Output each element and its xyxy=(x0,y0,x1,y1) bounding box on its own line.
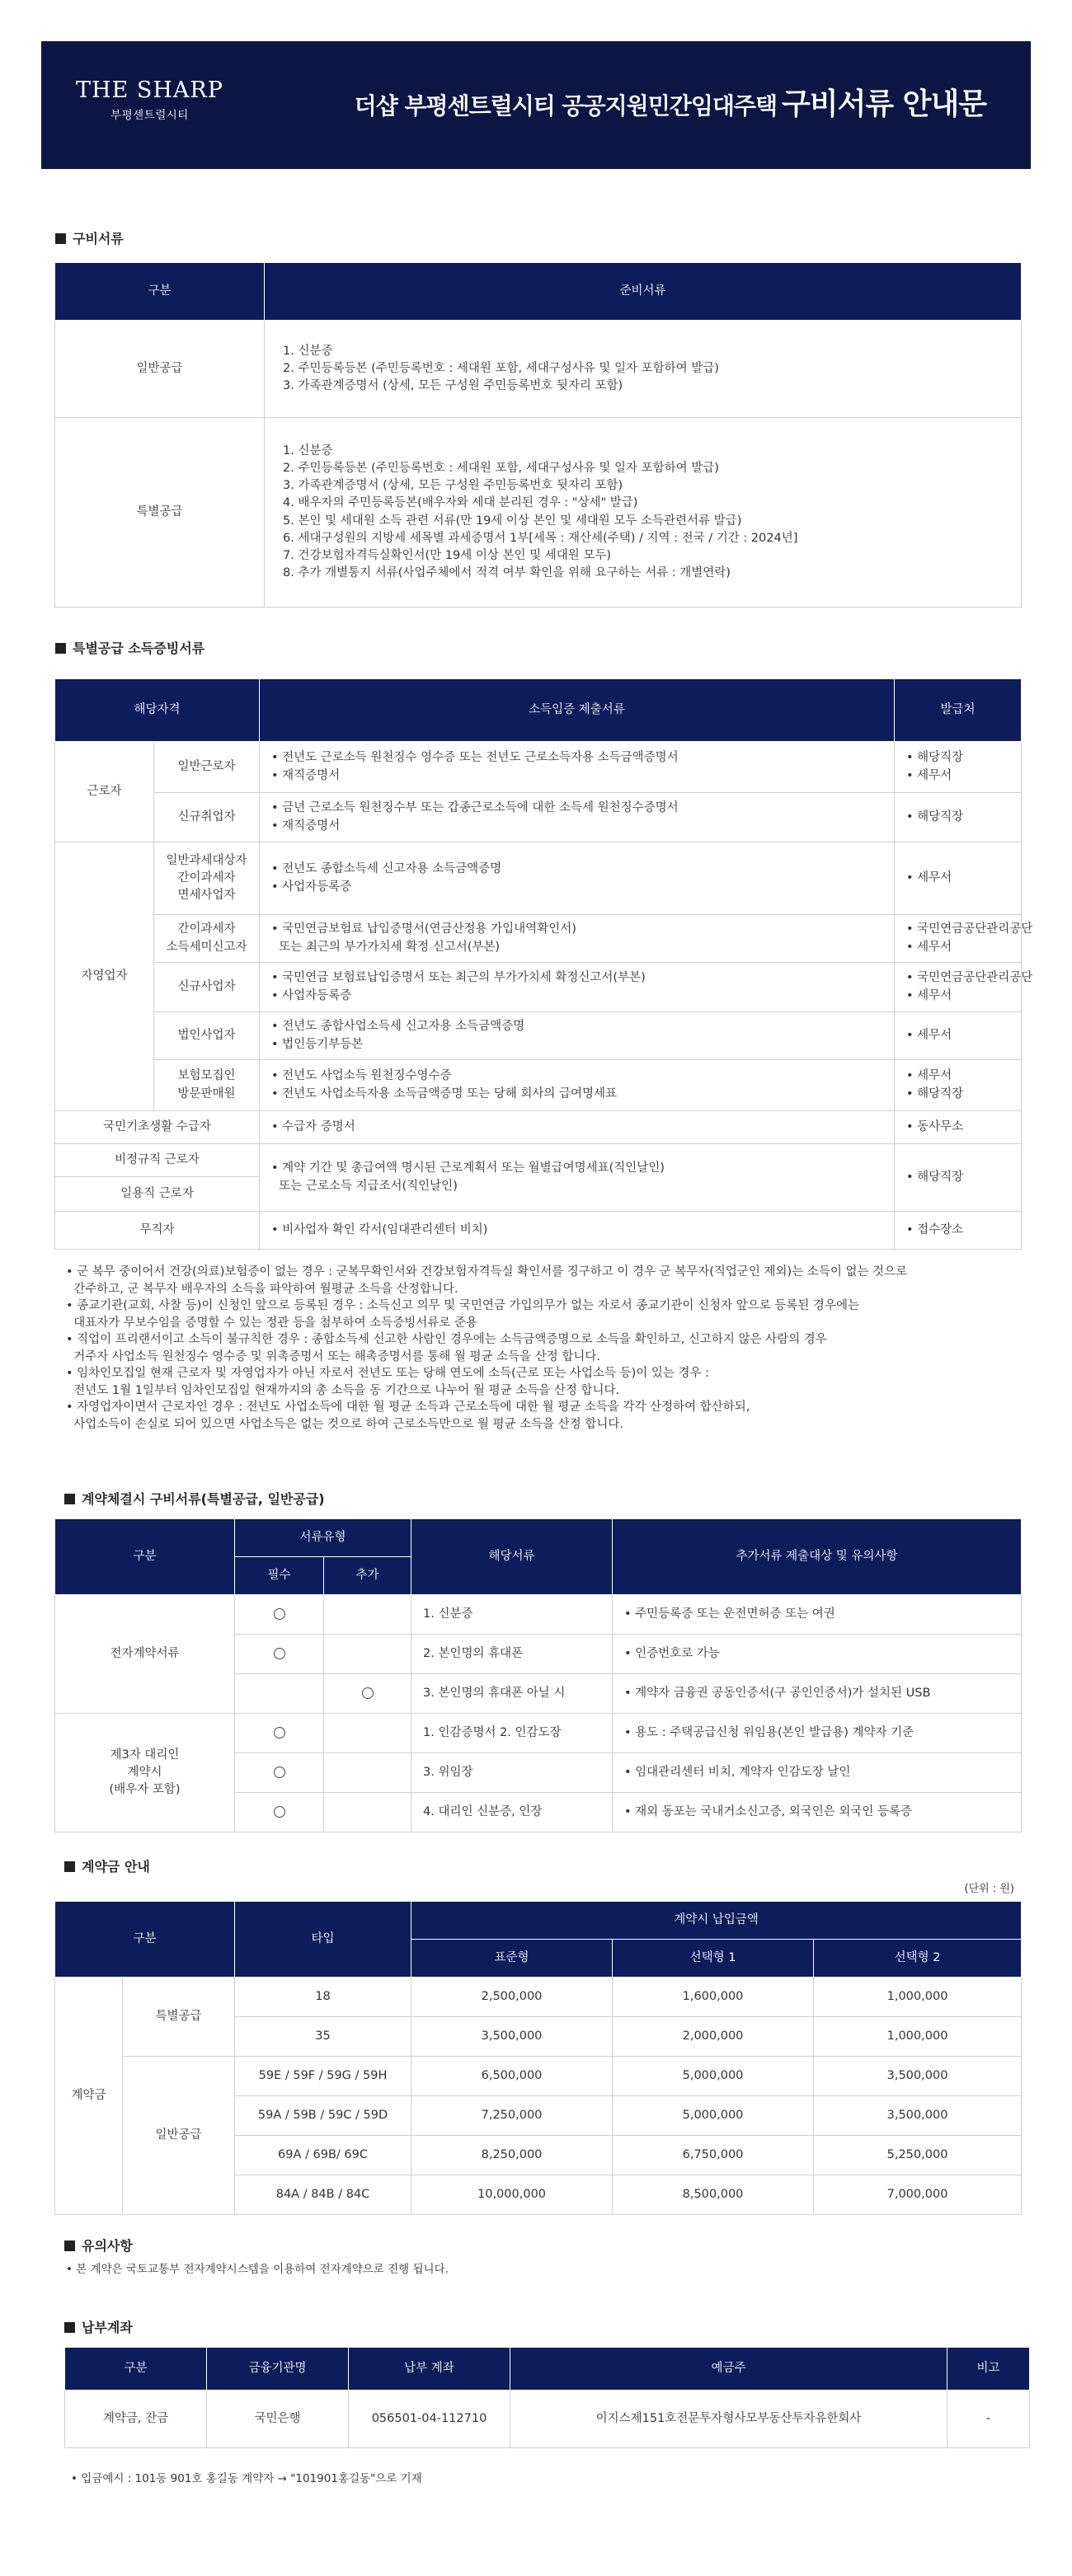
account-bank: 국민은행 xyxy=(207,2391,349,2448)
income-header-qualification: 해당자격 xyxy=(55,679,260,742)
deposit-value: 3,500,000 xyxy=(814,2057,1022,2096)
section-title-contract: 계약체결시 구비서류(특별공급, 일반공급) xyxy=(64,1490,325,1509)
income-issuer: • 해당직장 xyxy=(895,793,1022,842)
deposit-value: 6,750,000 xyxy=(613,2136,814,2175)
account-remark: - xyxy=(947,2391,1030,2448)
income-group-self: 자영업자 xyxy=(55,842,154,1111)
table-row xyxy=(55,1060,1022,1111)
income-unemployed-label: 무직자 xyxy=(55,1212,260,1250)
deposit-type: 84A / 84B / 84C xyxy=(235,2175,411,2215)
deposit-value: 3,500,000 xyxy=(411,2017,613,2057)
account-header-category: 구분 xyxy=(65,2348,207,2391)
deposit-value: 1,000,000 xyxy=(814,1978,1022,2017)
deposit-type: 35 xyxy=(235,2017,411,2057)
logo-sub: 부평센트럴시티 xyxy=(110,108,189,122)
contract-doc: 1. 신분증 xyxy=(411,1595,613,1635)
income-docs: • 계약 기간 및 총급여액 명시된 근로계획서 또는 월별급여명세표(직인날인) 또는 근로소득 지급조서(직인날인) xyxy=(260,1144,895,1212)
account-table xyxy=(64,2347,1030,2448)
contract-header-type: 서류유형 xyxy=(235,1519,411,1557)
contract-header-required: 필수 xyxy=(235,1557,324,1595)
income-issuer: • 접수장소 xyxy=(895,1212,1022,1250)
deposit-value: 2,500,000 xyxy=(411,1978,613,2017)
table-row xyxy=(55,1144,1022,1177)
table-row xyxy=(55,2057,1022,2096)
square-bullet-icon xyxy=(64,2322,75,2333)
contract-doc: 4. 대리인 신분증, 인장 xyxy=(411,1793,613,1832)
deposit-value: 7,250,000 xyxy=(411,2096,613,2136)
table-row xyxy=(55,1212,1022,1250)
account-header-holder: 예금주 xyxy=(510,2348,947,2391)
page-title-prefix: 더샵 부평센트럴시티 공공지원민간임대주택 xyxy=(354,92,778,120)
contract-extra-cell xyxy=(324,1635,411,1674)
table-row xyxy=(55,1714,1022,1753)
income-docs: • 국민연금 보험료납입증명서 또는 최근의 부가가치세 확정신고서(부본) • 사업자등록증 xyxy=(260,963,895,1012)
deposit-general-label: 일반공급 xyxy=(123,2057,235,2215)
deposit-type: 59E / 59F / 59G / 59H xyxy=(235,2057,411,2096)
income-header-issuer: 발급처 xyxy=(895,679,1022,742)
table-row xyxy=(55,842,1022,915)
docs-header-category: 구분 xyxy=(55,263,265,321)
contract-note: • 주민등록증 또는 운전면허증 또는 여권 xyxy=(613,1595,1022,1635)
contract-group-label: 전자계약서류 xyxy=(55,1595,235,1714)
account-number[interactable]: 056501-04-112710 xyxy=(349,2391,510,2448)
deposit-value: 3,500,000 xyxy=(814,2096,1022,2136)
circle-mark-icon xyxy=(274,1806,285,1818)
income-issuer: • 해당직장 • 세무서 xyxy=(895,742,1022,793)
income-header-docs: 소득입증 제출서류 xyxy=(260,679,895,742)
square-bullet-icon xyxy=(64,1494,75,1504)
contract-header-extra: 추가 xyxy=(324,1557,411,1595)
table-row xyxy=(55,1012,1022,1060)
income-irregular-label: 비정규직 근로자 xyxy=(55,1144,260,1177)
contract-doc: 3. 위임장 xyxy=(411,1753,613,1793)
income-issuer: • 세무서 xyxy=(895,842,1022,915)
income-issuer: • 동사무소 xyxy=(895,1111,1022,1144)
deposit-value: 2,000,000 xyxy=(613,2017,814,2057)
docs-category: 특별공급 xyxy=(55,418,265,608)
income-docs: • 금년 근로소득 원천징수부 또는 갑종근로소득에 대한 소득세 원천징수증명서 • 재직증명서 xyxy=(260,793,895,842)
contract-required-cell xyxy=(235,1793,324,1832)
contract-doc: 2. 본인명의 휴대폰 xyxy=(411,1635,613,1674)
table-row xyxy=(55,963,1022,1012)
table-row xyxy=(55,793,1022,842)
income-notes: • 군 복무 중이어서 건강(의료)보험증이 없는 경우 : 군복무확인서와 건강보험자격득실 확인서를 징구하고 이 경우 군 복무자(직업군인 제외)는 소득이 없는 것으로 간주하고, 군 복무자 배우자의 소득을 파악하여 월평균 소득을 산정합니다. • 종교기관(교회, 사찰 등)이 신청인 앞으로 등록된 경우 : 소득신고 의무 및 국민연금 가입의무가 없는 자로서 종교기관이 신청자 앞으로 등록된 경우에는 대표자가 무보수임을 증명할 수 있는 정관 등을 첨부하여 소득증빙서류로 준용 • 직업이 프리랜서이고 소득이 불규칙한 경우 : 종합소득세 신고한 사람인 경우에는 소득금액증명으로 소득을 확인하고, 신고하지 않은 사람의 경우 거주자 사업소득 원천징수 영수증 및 위촉증명서 또는 해촉증명서를 통해 월 평균 소득을 산정 합니다. • 임차인모집일 현재 근로자 및 자영업자가 아닌 자로서 전년도 또는 당해 연도에 소득(근로 또는 사업소득 등)이 있는 경우 : 전년도 1월 1일부터 임차인모집일 현재까지의 총 소득을 동 기간으로 나누어 월 평균 소득을 산정 합니다. • 자영업자이면서 근로자인 경우 : 전년도 사업소득에 대한 월 평균 소득과 근로소득에 대한 월 평균 소득을 각각 산정하여 합산하되, 사업소득이 손실로 되어 있으면 사업소득은 없는 것으로 하여 근로소득만으로 월 평균 소득을 산정 합니다. xyxy=(66,1265,908,1431)
docs-header-docs: 준비서류 xyxy=(265,263,1022,321)
docs-table xyxy=(54,262,1022,608)
contract-required-cell xyxy=(235,1714,324,1753)
account-header-number: 납부 계좌 xyxy=(349,2348,510,2391)
contract-header-doc: 해당서류 xyxy=(411,1519,613,1595)
table-row xyxy=(55,742,1022,793)
circle-mark-icon xyxy=(274,1767,285,1778)
deposit-value: 8,500,000 xyxy=(613,2175,814,2215)
deposit-value: 5,250,000 xyxy=(814,2136,1022,2175)
contract-note: • 인증번호로 가능 xyxy=(613,1635,1022,1674)
contract-header-note: 추가서류 제출대상 및 유의사항 xyxy=(613,1519,1022,1595)
income-issuer: • 해당직장 xyxy=(895,1144,1022,1212)
unit-label: (단위 : 원) xyxy=(964,1883,1014,1895)
square-bullet-icon xyxy=(55,233,66,244)
income-docs: • 전년도 사업소득 원천징수영수증 • 전년도 사업소득자용 소득금액증명 또는 당해 회사의 급여명세표 xyxy=(260,1060,895,1111)
account-holder: 이지스제151호전문투자형사모부동산투자유한회사 xyxy=(510,2391,947,2448)
contract-extra-cell xyxy=(324,1793,411,1832)
contract-extra-cell xyxy=(324,1595,411,1635)
deposit-special-label: 특별공급 xyxy=(123,1978,235,2057)
page-title xyxy=(355,83,986,126)
deposit-table xyxy=(54,1901,1022,2215)
income-docs: • 전년도 근로소득 원천징수 영수증 또는 전년도 근로소득자용 소득금액증명서 • 재직증명서 xyxy=(260,742,895,793)
income-sub: 보험모집인 방문판매원 xyxy=(154,1060,260,1111)
deposit-header-option2: 선택형 2 xyxy=(814,1940,1022,1978)
income-docs: • 전년도 종합사업소득세 신고자용 소득금액증명 • 법인등기부등본 xyxy=(260,1012,895,1060)
circle-mark-icon xyxy=(274,1727,285,1738)
contract-required-cell xyxy=(235,1595,324,1635)
income-issuer: • 국민연금공단관리공단 • 세무서 xyxy=(895,915,1022,963)
contract-note: • 용도 : 주택공급신청 위임용(본인 발급용) 계약자 기준 xyxy=(613,1714,1022,1753)
docs-items: 1. 신분증 2. 주민등록등본 (주민등록번호 : 세대원 포함, 세대구성사유 및 일자 포함하여 발급) 3. 가족관계증명서 (상세, 모든 구성원 주민등록번호 뒷자리 포함) xyxy=(265,321,1022,418)
deposit-value: 1,600,000 xyxy=(613,1978,814,2017)
table-row xyxy=(55,1978,1022,2017)
logo xyxy=(76,78,223,124)
contract-header-category: 구분 xyxy=(55,1519,235,1595)
docs-items: 1. 신분증 2. 주민등록등본 (주민등록번호 : 세대원 포함, 세대구성사유 및 일자 포함하여 발급) 3. 가족관계증명서 (상세, 모든 구성원 주민등록번호 뒷자리 포함) 4. 배우자의 주민등록등본(배우자와 세대 분리된 경우 : "상세" 발급) 5. 본인 및 세대원 소득 관련 서류(만 19세 이상 본인 및 세대원 모두 소득관련서류 발급) 6. 세대구성원의 지방세 세목별 과세증명서 1부[세목 : 재산세(주택) / 지역 : 전국 / 기간 : 2024년] 7. 건강보험자격득실확인서(만 19세 이상 본인 및 세대원 모두) 8. 추가 개별통지 서류(사업주체에서 적격 여부 확인을 위해 요구하는 서류 : 개별연락) xyxy=(265,418,1022,608)
section-title-deposit: 계약금 안내 xyxy=(64,1857,150,1876)
deposit-value: 10,000,000 xyxy=(411,2175,613,2215)
income-daily-label: 일용직 근로자 xyxy=(55,1177,260,1212)
deposit-header-type: 타입 xyxy=(235,1902,411,1978)
section-title-income: 특별공급 소득증빙서류 xyxy=(55,639,205,658)
income-docs: • 비사업자 확인 각서(임대관리센터 비치) xyxy=(260,1212,895,1250)
table-row xyxy=(55,915,1022,963)
income-issuer: • 세무서 xyxy=(895,1012,1022,1060)
contract-doc: 1. 인감증명서 2. 인감도장 xyxy=(411,1714,613,1753)
deposit-header-standard: 표준형 xyxy=(411,1940,613,1978)
income-sub: 일반근로자 xyxy=(154,742,260,793)
contract-note: • 재외 동포는 국내거소신고증, 외국인은 외국인 등록증 xyxy=(613,1793,1022,1832)
income-sub: 간이과세자 소득세미신고자 xyxy=(154,915,260,963)
table-row xyxy=(55,321,1022,418)
circle-mark-icon xyxy=(274,1608,285,1620)
square-bullet-icon xyxy=(64,1861,75,1872)
contract-doc: 3. 본인명의 휴대폰 아닐 시 xyxy=(411,1674,613,1714)
deposit-type: 59A / 59B / 59C / 59D xyxy=(235,2096,411,2136)
contract-required-cell xyxy=(235,1674,324,1714)
income-issuer: • 세무서 • 해당직장 xyxy=(895,1060,1022,1111)
account-header-bank: 금융기관명 xyxy=(207,2348,349,2391)
logo-main: THE SHARP xyxy=(76,77,223,103)
table-row xyxy=(65,2391,1030,2448)
caution-text: • 본 계약은 국토교통부 전자계약시스템을 이용하여 전자계약으로 진행 됩니다. xyxy=(66,2263,449,2276)
deposit-header-category: 구분 xyxy=(55,1902,235,1978)
square-bullet-icon xyxy=(64,2241,75,2251)
income-docs: • 전년도 종합소득세 신고자용 소득금액증명 • 사업자등록증 xyxy=(260,842,895,915)
deposit-type: 69A / 69B/ 69C xyxy=(235,2136,411,2175)
table-row xyxy=(55,1595,1022,1635)
income-sub: 신규사업자 xyxy=(154,963,260,1012)
table-row xyxy=(55,1111,1022,1144)
contract-extra-cell xyxy=(324,1714,411,1753)
contract-note: • 임대관리센터 비치, 계약자 인감도장 날인 xyxy=(613,1753,1022,1793)
contract-extra-cell xyxy=(324,1753,411,1793)
income-docs: • 국민연금보험료 납입증명서(연금산정용 가입내역확인서) 또는 최근의 부가가치세 확정 신고서(부본) xyxy=(260,915,895,963)
account-header-remark: 비고 xyxy=(947,2348,1030,2391)
contract-extra-cell xyxy=(324,1674,411,1714)
income-docs: • 수급자 증명서 xyxy=(260,1111,895,1144)
contract-group-label: 제3자 대리인 계약시 (배우자 포함) xyxy=(55,1714,235,1832)
circle-mark-icon xyxy=(362,1687,374,1699)
income-sub: 신규취업자 xyxy=(154,793,260,842)
deposit-value: 7,000,000 xyxy=(814,2175,1022,2215)
section-title-caution: 유의사항 xyxy=(64,2236,133,2255)
deposit-value: 5,000,000 xyxy=(613,2096,814,2136)
contract-note: • 계약자 금융권 공동인증서(구 공인인증서)가 설치된 USB xyxy=(613,1674,1022,1714)
account-note: • 입금예시 : 101동 901호 홍길동 계약자 → "101901홍길동"으로 기재 xyxy=(71,2472,422,2485)
income-sub: 법인사업자 xyxy=(154,1012,260,1060)
contract-table xyxy=(54,1518,1022,1832)
square-bullet-icon xyxy=(55,643,66,654)
deposit-value: 6,500,000 xyxy=(411,2057,613,2096)
income-table xyxy=(54,678,1033,1250)
account-category: 계약금, 잔금 xyxy=(65,2391,207,2448)
deposit-value: 8,250,000 xyxy=(411,2136,613,2175)
table-row xyxy=(55,418,1022,608)
deposit-type: 18 xyxy=(235,1978,411,2017)
deposit-group: 계약금 xyxy=(55,1978,123,2215)
header-banner xyxy=(41,41,1031,169)
income-issuer: • 국민연금공단관리공단 • 세무서 xyxy=(895,963,1022,1012)
contract-required-cell xyxy=(235,1753,324,1793)
deposit-value: 1,000,000 xyxy=(814,2017,1022,2057)
section-title-account: 납부계좌 xyxy=(64,2318,133,2337)
income-basic-label: 국민기초생활 수급자 xyxy=(55,1111,260,1144)
deposit-header-amount: 계약시 납입금액 xyxy=(411,1902,1022,1940)
page-title-highlight: 구비서류 안내문 xyxy=(782,87,986,121)
docs-category: 일반공급 xyxy=(55,321,265,418)
income-sub: 일반과세대상자 간이과세자 면세사업자 xyxy=(154,842,260,915)
section-title-docs: 구비서류 xyxy=(55,229,124,248)
circle-mark-icon xyxy=(274,1648,285,1659)
contract-required-cell xyxy=(235,1635,324,1674)
deposit-value: 5,000,000 xyxy=(613,2057,814,2096)
deposit-header-option1: 선택형 1 xyxy=(613,1940,814,1978)
income-group-worker: 근로자 xyxy=(55,742,154,842)
